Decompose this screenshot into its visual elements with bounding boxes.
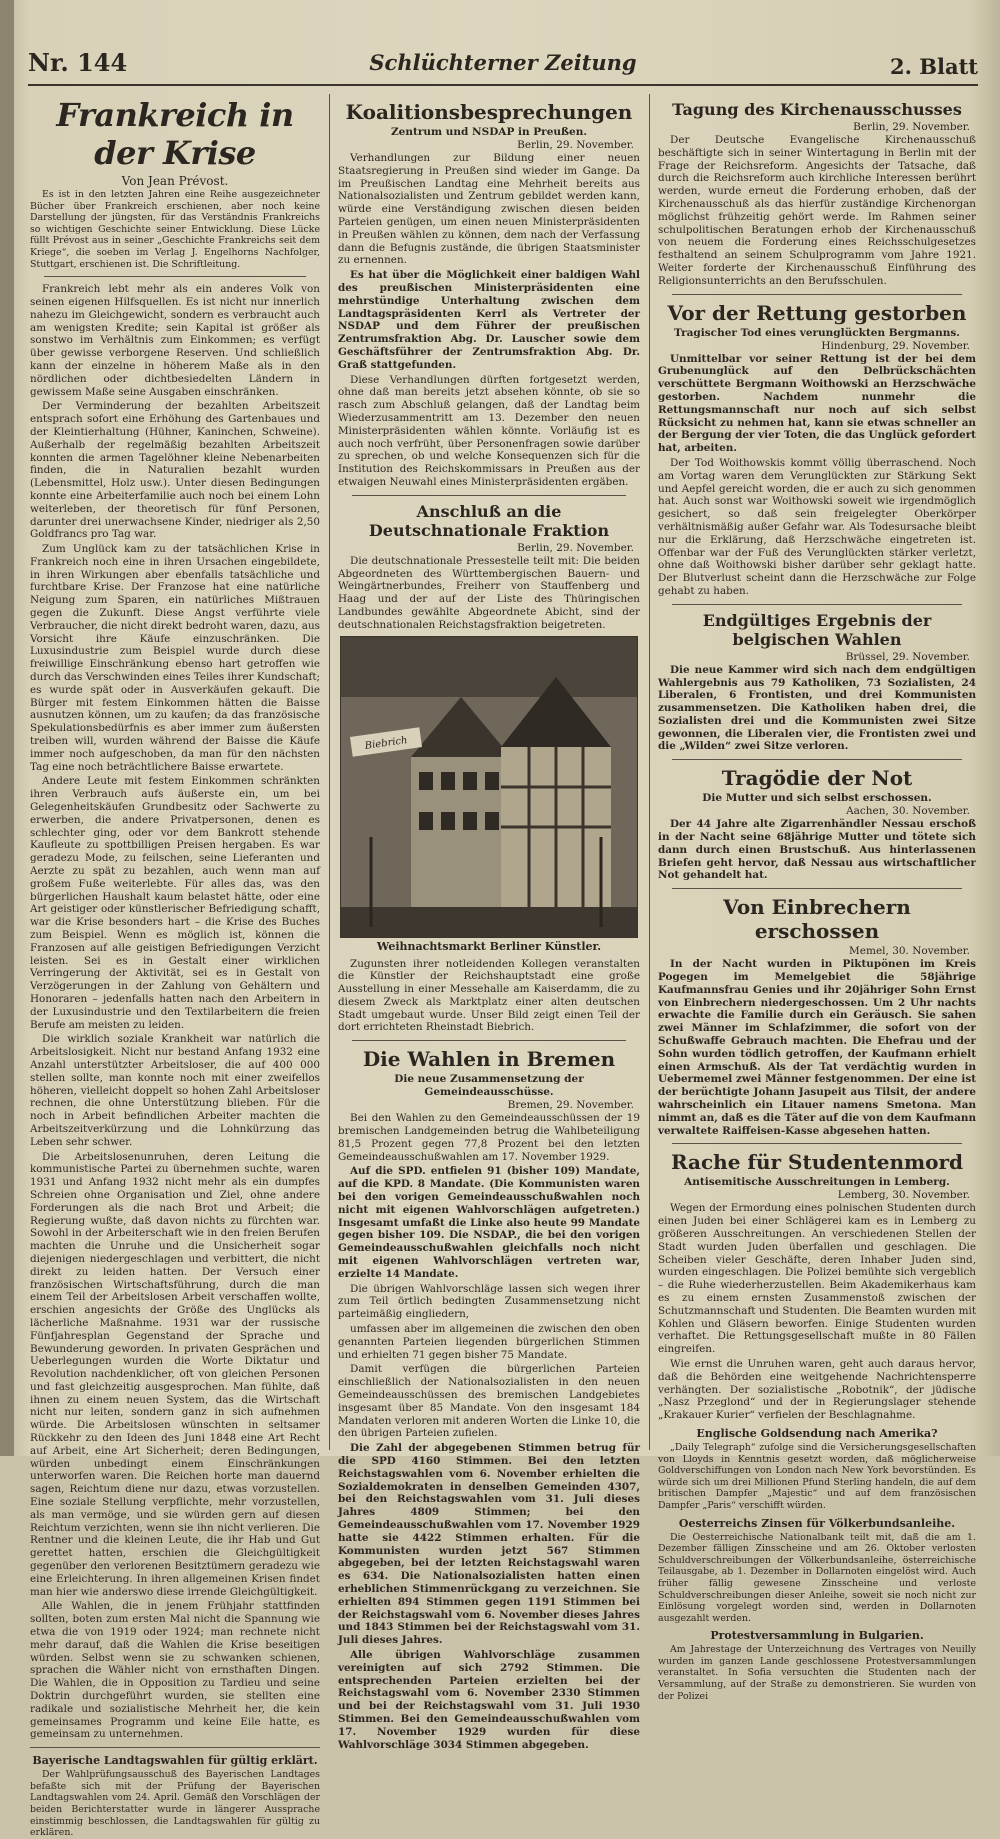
article-paragraph: Diese Verhandlungen dürften fortgesetzt werden, ohne daß man bereits jetzt absehen könnte, ob sie so rasch zum Abschluß gelangen, daß der Landtag beim Wiederzusammentritt am 13. Dezember den neuen Ministerpräsidenten wählen könnte. Vorläufig ist es auch noch verfrüht, über Personenfragen sowie darüber zu sprechen, ob und welche Konsequenzen sich für die Institution des Reichskommissars in Preußen aus der etwaigen Neuwahl eines Ministerpräsidenten ergäben. bbox=[338, 373, 640, 488]
article-paragraph: Am Jahrestage der Unterzeichnung des Vertrages von Neuilly wurden im ganzen Lande geschlossene Protestversammlungen veranstaltet. In Sofia versuchten die Studenten nach der Versammlung, auf der Straße zu demonstrieren. Sie wurden von der Polizei bbox=[658, 1644, 976, 1702]
binding-fold bbox=[0, 0, 14, 1456]
market-houses-image bbox=[341, 637, 637, 937]
subheadline: Antisemitische Ausschreitungen in Lemberg. bbox=[684, 1176, 950, 1189]
sheet-number: 2. Blatt bbox=[890, 54, 978, 79]
headline-deutschnational: Anschluß an die Deutschnationale Fraktion bbox=[368, 501, 610, 540]
article-paragraph: Die deutschnationale Pressestelle teilt mit: Die beiden Abgeordneten des Württembergischen Bauern- und Weingärtnerbundes, Freiherr von Stauffenberg und Haag und der auf der Liste des Thüringischen Landbundes gewählte Abgeordnete Abicht, sind der deutschnationalen Reichstagsfraktion beigetreten. bbox=[338, 554, 640, 631]
article-paragraph: Damit verfügen die bürgerlichen Parteien einschließlich der Nationalsozialisten in den neuen Gemeindeausschüssen des bremischen Landgebietes insgesamt über 85 Mandate. Von den insgesamt 184 Mandaten verloren mit anderen Worten die Linke 10, die den übrigen Parteien zufielen. bbox=[338, 1363, 640, 1440]
article-paragraph: Der Wahlprüfungsausschuß des Bayerischen Landtages befaßte sich mit der Prüfung der Bayerischen Landtagswahlen vom 24. April. Gemäß den Vorschlägen der beiden Berichterstatter wurde in längerer Aussprache einstimmig beschlossen, die Landtagswahlen für gültig zu erklären. bbox=[30, 1769, 320, 1839]
headline-belgien: Endgültiges Ergebnis der belgischen Wahlen bbox=[702, 610, 932, 649]
article-paragraph: Frankreich lebt mehr als ein anderes Volk von seinen eigenen Hilfsquellen. Es ist nicht nur innerlich nahezu im Gleichgewicht, sondern es verbraucht auch am wenigsten Kredite; sein Kapital ist größer als sonstwo im Verhältnis zum Einkommen; es verfügt über gewisse verborgene Reserven. Und schließlich kann der einzelne in höherem Maße als in den nördlichen oder dichtbesiedelten Ländern in gewissem Maße seine Ausgaben einschränken. bbox=[30, 283, 320, 398]
article-paragraph: Der 44 Jahre alte Zigarrenhändler Nessau erschoß in der Nacht seine 68jährige Mutter und tötete sich dann durch einen Brustschuß. Aus hinterlassenen Briefen geht hervor, daß Nessau aus wirtschaftlicher Not gehandelt hat. bbox=[658, 818, 976, 882]
article-paragraph: In der Nacht wurden in Piktupönen im Kreis Pogegen im Memelgebiet die 58jährige Kaufmannsfrau Genies und ihr 20jähriger Sohn Ernst von Einbrechern niedergeschossen. Um 2 Uhr nachts erwachte die Familie durch ein Geräusch. Sie sahen zwei Männer im Schlafzimmer, die sofort von der Schußwaffe Gebrauch machten. Die Ehefrau und der Sohn wurden tödlich getroffen, der Kaufmann erhielt einen Armschuß. Als der Tat verdächtig wurden in Uebermemel zwei Männer festgenommen. Der eine ist der berüchtigte Johann Jasupeit aus Tilsit, der andere wahrscheinlich ein Litauer namens Smetona. Man nimmt an, daß es die Täter auf die von dem Kaufmann verwaltete Raiffeisen-Kasse abgesehen hatten. bbox=[658, 958, 977, 1137]
article-paragraph: Wie ernst die Unruhen waren, geht auch daraus hervor, daß die Behörden eine weitgehende Nachrichtensperre verhängten. Der sozialistische „Robotnik“, der jüdische „Nasz Przeglond“ und der in Regierungslager stehende „Krakauer Kurier“ verfielen der Beschlagnahme. bbox=[658, 1357, 976, 1422]
byline: Von Jean Prévost. bbox=[121, 174, 229, 188]
article-paragraph: Die Arbeitslosenunruhen, deren Leitung die kommunistische Partei zu übernehmen suchte, waren 1931 und Anfang 1932 nicht mehr als ein dumpfes Schreien ohne Organisation und Ziel, ohne andere Forderungen als die nach Brot und Arbeit; die Regierung wußte, daß davon nichts zu fürchten war. Sowohl in der Arbeiterschaft wie in den freien Berufen machten die Unruhe und die Unsicherheit sogar diejenigen niedergeschlagen und verbittert, die nicht direkt zu leiden hatten. Der Versuch einer französischen Wirtschaftsführung, durch die man einem Teil der Arbeitslosen Arbeit verschaffen wollte, erschien angesichts der Größe des Unglücks als lächerliche Maßnahme. 1931 war der russische Fünfjahresplan Gegenstand der Sprache und Bewunderung geworden. In privaten Gesprächen und Ueberlegungen wurden die Worte Diktatur und Revolution nachdenklicher, oft von gleichen Personen und fast gleichzeitig ausgesprochen. Man fühlte, daß ihnen zu einem neuen System, das die Wirtschaft nicht nur leiten, sondern ganz in sich aufnehmen würde. Die Arbeitslosen wünschten in seltsamer Rückkehr zu den Ideen des Juni 1848 eine Art Recht auf Arbeit, eine Art Sicherheit; deren Bedingungen, würden unbedingt einem Einschränkungen unterworfen waren. Die Reichen horte man dauernd sagen, Reichtum diene nur dazu, etwas vorzustellen. Eine soziale Stellung verpflichte, mehr vorzustellen, als man vermöge, und sie würden gern auf diesen Reichtum verzichten, wenn sie ihn nicht verlieren. Die Rentner und die kleinen Leute, die ihr Hab und Gut gerettet hatten, erschien die Gleichgültigkeit gegenüber den verlorenen Besitztümern geradezu wie eine Erleichterung. In ihren allgemeinen Krisen findet man hier wie anderswo diese irrende Gleichgültigkeit. bbox=[30, 1150, 320, 1598]
headline-kirchenausschuss: Tagung des Kirchenausschusses bbox=[672, 100, 962, 119]
headline-goldsendung: Englische Goldsendung nach Amerika? bbox=[696, 1426, 938, 1440]
column-2 bbox=[338, 94, 640, 1751]
separator bbox=[672, 759, 962, 760]
photo-text: Zugunsten ihrer notleidenden Kollegen veranstalten die Künstler der Reichshauptstadt eine große Ausstellung in einer Messehalle am Kaiserdamm, die zu diesem Zweck als Marktplatz einer alten deutschen Stadt umgebaut wurde. Unser Bild zeigt einen Teil der dort errichteten Rheinstadt Biebrich. bbox=[338, 957, 640, 1034]
shop-sign: Biebrich bbox=[364, 734, 409, 752]
article-paragraph: umfassen aber im allgemeinen die zwischen den oben genannten Parteien liegenden bürgerlichen Stimmen und erhielten 71 gegen bisher 75 Mandate. bbox=[338, 1323, 640, 1361]
separator bbox=[672, 604, 962, 605]
article-paragraph: Die neue Kammer wird sich nach dem endgültigen Wahlergebnis aus 79 Katholiken, 73 Sozialisten, 24 Liberalen, 6 Frontisten, und drei Kommunisten zusammensetzen. Die Katholiken haben drei, die Sozialisten drei und die Kommunisten zwei Sitze gewonnen, die Liberalen vier, die Frontisten zwei und die „Wilden“ zwei Sitze verloren. bbox=[658, 663, 976, 753]
weihnachtsmarkt-photo bbox=[340, 636, 638, 938]
article-paragraph: Alle Wahlen, die in jenem Frühjahr stattfinden sollten, boten zum ersten Mal nicht die Spannung wie etwa die von 1919 oder 1924; man rechnete nicht mehr darauf, daß die Wahlen die Krise beseitigen würden. Selbst wenn sie zu schwanken schienen, sprachen die Wähler nicht von ernsthaften Dingen. Die Wahlen, die in Opposition zu Tardieu und seine Doktrin durchgeführt wurden, sie stellten eine radikale und sozialistische Mehrheit her, die kein gemeinsames Programm und keine Eile hatte, es gemeinsam zu unternehmen. bbox=[30, 1600, 320, 1741]
subheadline: Tragischer Tod eines verunglückten Bergmanns. bbox=[674, 326, 960, 339]
newspaper-title: Schlüchterner Zeitung bbox=[369, 50, 637, 75]
subheadline: Die Mutter und sich selbst erschossen. bbox=[702, 792, 932, 805]
article-paragraph: Zum Unglück kam zu der tatsächlichen Krise in Frankreich noch eine in ihren Ursachen eingebildete, in ihren Wirkungen aber ebenfalls tatsächliche und furchtbare Krise. Der Franzose hat eine natürliche Neigung zum Sparen, ein natürliches Mißtrauen gegen die Zukunft. Diese Angst verführte viele Verbraucher, die nicht direkt bedroht waren, dazu, aus Vorsicht ihre Käufe einzuschränken. Die Luxusindustrie zum Beispiel wurde durch diese freiwillige Einschränkung ebenso hart getroffen wie durch das Verschwinden eines Teiles ihrer Kundschaft; es wurde spät oder in Ausverkäufen gekauft. Die Bürger mit festem Einkommen hätten die Baisse ausnutzen können, um zu kaufen; da das französische Spekulationsbedürfnis es aber immer zum äußersten treiben will, wurden während der Baisse die Käufe immer noch aufgeschoben, da man für den nächsten Tag eine noch beträchtlichere Baisse erwartete. bbox=[30, 543, 321, 773]
dateline: Berlin, 29. November. bbox=[517, 139, 634, 151]
masthead bbox=[28, 40, 978, 86]
article-paragraph: Unmittelbar vor seiner Rettung ist der bei dem Grubenunglück auf den Delbrückschächten verschüttete Bergmann Woithowski an Herzschwäche gestorben. Nachdem nunmehr die Rettungsmannschaft nur noch auf sich selbst Rücksicht zu nehmen hat, kann sie etwas schneller an der Bergung der vier Toten, die das Unglück gefordert hat, arbeiten. bbox=[658, 352, 976, 455]
article-paragraph: Die Zahl der abgegebenen Stimmen betrug für die SPD 4160 Stimmen. Bei den letzten Reichstagswahlen vom 6. November erhielten die Sozialdemokraten in denselben Gemeinden 4307, bei den Reichstagswahlen vom 31. Juli dieses Jahres 4809 Stimmen; bei den Gemeindeausschußwahlen vom 17. November 1929 hatte sie 4422 Stimmen erhalten. Für die Kommunisten wurden jetzt 567 Stimmen abgegeben, bei der letzten Reichstagswahl waren es 634. Die Nationalsozialisten hatten einen erheblichen Stimmenrückgang zu verzeichnen. Sie erhielten 894 Stimmen gegen 1191 Stimmen bei der Reichstagswahl vom 6. November dieses Jahres und 1843 Stimmen bei der Reichstagswahl vom 31. Juli dieses Jahres. bbox=[338, 1442, 640, 1647]
subheadline: Zentrum und NSDAP in Preußen. bbox=[391, 126, 587, 138]
headline-einbrecher: Von Einbrechern erschossen bbox=[723, 895, 911, 944]
article-paragraph: „Daily Telegraph“ zufolge sind die Versicherungsgesellschaften von Lloyds in Kenntnis gesetzt worden, daß möglicherweise Goldverschiffungen von London nach New York bevorstünden. Es würde sich um drei Millionen Pfund Sterling handeln, die auf dem britischen Dampfer „Majestic“ und auf dem französischen Dampfer „Paris“ verschifft würden. bbox=[658, 1441, 976, 1511]
article-paragraph: Der Tod Woithowskis kommt völlig überraschend. Noch am Vortag waren dem Verunglückten zur Stärkung Sekt und Aepfel gereicht worden, die er auch zu sich genommen hat. Auch sonst war Woithowski soweit wie irgendmöglich gesichert, so daß sein freigelegter Oberkörper verhältnismäßig außer Gefahr war. Als Todesursache bleibt nur die Erklärung, daß Herzschwäche eingetreten ist. Offenbar war der Fuß des Verunglückten stärker verletzt, ohne daß Woithowski bisher darüber sehr geklagt hatte. Der Blutverlust scheint dann die Herzschwäche zur Folge gehabt zu haben. bbox=[658, 456, 976, 597]
headline-studentenmord: Rache für Studentenmord bbox=[670, 1150, 964, 1175]
headline-oesterreich: Oesterreichs Zinsen für Völkerbundsanleihe. bbox=[678, 1516, 956, 1530]
article-paragraph: Die Oesterreichische Nationalbank teilt mit, daß die am 1. Dezember fälligen Zinsscheine und am 26. Oktober verlosten Schuldverschreibungen der Völkerbundsanleihe, österreichische Teilausgabe, ab 1. Dezember in Dollarnoten eingelöst wird. Auch früher fällig gewesene Zinsscheine und verloste Schuldverschreibungen dieser Anleihe, soweit sie noch nicht zur Einlösung vorgelegt worden sind, werden in Dollarnoten ausgezahlt werden. bbox=[658, 1531, 976, 1624]
column-3 bbox=[658, 94, 977, 1702]
column-1 bbox=[30, 94, 321, 1839]
column-divider bbox=[329, 94, 330, 1450]
subheadline: Die neue Zusammensetzung der Gemeindeausschüsse. bbox=[394, 1073, 584, 1099]
article-paragraph: Die wirklich soziale Krankheit war natürlich die Arbeitslosigkeit. Nicht nur bestand Anfang 1932 eine Anzahl unterstützter Arbeitsloser, die auf 400 000 stellen sollte, man konnte noch mit einer zweifellos höheren, vielleicht doppelt so hohen Zahl Arbeitsloser rechnen, die ohne Unterstützung blieben. Für die noch in Arbeit befindlichen Arbeiter machten die Arbeitszeitverkürzung und die Lohnkürzung das Leben sehr schwer. bbox=[30, 1033, 320, 1148]
article-paragraph: Auf die SPD. entfielen 91 (bisher 109) Mandate, auf die KPD. 8 Mandate. (Die Kommunisten waren bei den vorigen Gemeindeausschußwahlen noch nicht mit eigenen Wahlvorschlägen aufgetreten.) Insgesamt umfaßt die Linke also heute 99 Mandate gegen bisher 109. Die NSDAP., die bei den vorigen Gemeindeausschußwahlen gleichfalls noch nicht mit eigenen Wahlvorschlägen vertreten war, erzielte 14 Mandate. bbox=[338, 1165, 640, 1280]
article-paragraph: Bei den Wahlen zu den Gemeindeausschüssen der 19 bremischen Landgemeinden betrug die Wahlbeteiligung 81,5 Prozent gegen 77,8 Prozent bei den letzten Gemeindeausschußwahlen am 17. November 1929. bbox=[338, 1112, 640, 1163]
headline-frankreich: Frankreich in der Krise bbox=[56, 96, 294, 172]
column-divider bbox=[649, 94, 650, 1450]
separator bbox=[30, 1747, 320, 1748]
dateline: Lemberg, 30. November. bbox=[837, 1189, 970, 1202]
issue-number: Nr. 144 bbox=[28, 48, 128, 77]
dateline: Memel, 30. November. bbox=[849, 945, 970, 958]
separator bbox=[672, 294, 962, 295]
dateline: Bremen, 29. November. bbox=[507, 1099, 634, 1112]
article-paragraph: Wegen der Ermordung eines polnischen Studenten durch einen Juden bei einer Schlägerei kam es in Lemberg zu größeren Ausschreitungen. An verschiedenen Stellen der Stadt wurden Juden überfallen und geschlagen. Die Scheiben vieler Geschäfte, deren Inhaber Juden sind, wurden eingeschlagen. Die Polizei bemühte sich vergeblich – die Ruhe wiederherzustellen. Beim Akademikerhaus kam es zu einem ernsten Zusammenstoß zwischen der Schutzmannschaft und Studenten. Die Beamten wurden mit Kohlen und Gläsern beworfen. Einige Studenten wurden verhaftet. Die Rettungsgesellschaft mußte in 80 Fällen eingreifen. bbox=[658, 1202, 976, 1356]
editor-intro: Es ist in den letzten Jahren eine Reihe ausgezeichneter Bücher über Frankreich erschienen, aber noch keine Darstellung der jüngsten, für das Verständnis Frankreichs so wichtigen Geschichte seiner Entwicklung. Diese Lücke füllt Prévost aus in seiner „Geschichte Frankreichs seit dem Kriege“, die soeben im Verlag J. Engelhorns Nachfolger, Stuttgart, erschienen ist. Die Schriftleitung. bbox=[30, 189, 320, 270]
separator bbox=[672, 888, 962, 889]
article-paragraph: Andere Leute mit festem Einkommen schränkten ihren Verbrauch aufs äußerste ein, um bei Gelegenheitskäufen Grundbesitz oder Sachwerte zu erwerben, die andere Privatpersonen, denen es schlechter ging, oder vor dem Bankrott stehende Kaufleute zu spottbilligen Preisen hergaben. Es war geradezu Mode, zu feilschen, seine Lieferanten und Aerzte zu spät zu bezahlen, auch wenn man auf großem Fuße weiterlebte. Für alles das, was den bürgerlichen Haushalt kaum belastet hätte, oder eine Art geistiger oder künstlerischer Befriedigung schafft, war die Krise besonders hart – die Krise des Buches zum Beispiel. Wenn es möglich ist, können die Franzosen auf alle geistigen Befriedigungen Verzicht leisten. Sei es in Gestalt einer wirklichen Verringerung der Aktivität, sei es in Gestalt von Verzögerungen in der Zahlung von Gehältern und Honoraren – jedenfalls hatten nach den Arbeitern in der Luxusindustrie und den Textilarbeitern die freien Berufe am meisten zu leiden. bbox=[30, 775, 320, 1031]
article-paragraph: Alle übrigen Wahlvorschläge zusammen vereinigten auf sich 2792 Stimmen. Die entsprechenden Parteien erzielten bei der Reichstagswahl vom 6. November 2330 Stimmen und bei der Reichstagswahl vom 31. Juli 1930 Stimmen. Bei den Gemeindeausschußwahlen vom 17. November 1929 wurden für diese Wahlvorschläge 3034 Stimmen abgegeben. bbox=[338, 1648, 640, 1751]
separator bbox=[672, 1143, 962, 1144]
dateline: Berlin, 29. November. bbox=[517, 541, 634, 554]
headline-koalition: Koalitionsbesprechungen bbox=[345, 100, 633, 124]
article-paragraph: Der Deutsche Evangelische Kirchenausschuß beschäftigte sich in seiner Wintertagung in Berlin mit der Frage der Reichsreform. Angesichts der Tatsache, daß durch die Reichsreform auch kirchliche Interessen berührt werden, wurde erneut die Forderung erhoben, daß der Kirchenausschuß als das hierfür zuständige Kirchenorgan möglichst frühzeitig gehört werde. Im Rahmen seiner schulpolitischen Beratungen erhob der Kirchenausschuß von neuem die Forderung eines Reichsschulgesetzes festhaltend an seinem Schulprogramm vom Jahre 1921. Weiter forderte der Kirchenausschuß Einführung des Religionsunterrichts an den Berufsschulen. bbox=[658, 134, 976, 287]
dateline: Berlin, 29. November. bbox=[853, 121, 970, 133]
headline-bremen: Die Wahlen in Bremen bbox=[362, 1047, 616, 1072]
headline-rettung: Vor der Rettung gestorben bbox=[667, 300, 967, 325]
headline-tragoedie: Tragödie der Not bbox=[721, 766, 913, 791]
separator bbox=[352, 495, 626, 496]
dateline: Hindenburg, 29. November. bbox=[821, 339, 970, 352]
article-paragraph: Der Verminderung der bezahlten Arbeitszeit entsprach sofort eine Erhöhung des Gartenbaues und der Kleintierhaltung (Hühner, Kaninchen, Schweine). Außerhalb der regelmäßig bezahlten Arbeitszeit konnten die armen Tagelöhner kleine Nebenarbeiten finden, die in Naturalien bezahlt wurden (Lebensmittel, Holz usw.). Unter diesen Bedingungen konnte eine Arbeiterfamilie auch noch bei einem Lohn weiterleben, der theoretisch für fünf Personen, darunter drei unerwachsene Kinder, niedriger als 2,50 Goldfrancs pro Tag war. bbox=[30, 400, 320, 541]
separator bbox=[44, 276, 306, 277]
article-paragraph: Verhandlungen zur Bildung einer neuen Staatsregierung in Preußen sind wieder im Gange. Da im Preußischen Landtag eine Mehrheit bereits aus Nationalsozialisten und Zentrum gebildet werden kann, würde eine Verständigung zwischen diesen beiden Parteien genügen, um einen neuen Ministerpräsidenten in Preußen wählen zu können, dem nach der Verfassung dann die Befugnis zustände, die übrigen Staatsminister zu ernennen. bbox=[338, 152, 640, 267]
article-paragraph: Die übrigen Wahlvorschläge lassen sich wegen ihrer zum Teil örtlich bedingten Zusammensetzung nicht parteimäßig eingliedern, bbox=[338, 1282, 640, 1321]
separator bbox=[352, 1040, 626, 1041]
dateline: Brüssel, 29. November. bbox=[845, 650, 970, 663]
article-paragraph: Es hat über die Möglichkeit einer baldigen Wahl des preußischen Ministerpräsidenten eine mehrstündige Unterhaltung zwischen dem Landtagspräsidenten Kerrl als Vertreter der NSDAP und dem Führer der preußischen Zentrumsfraktion Abg. Dr. Lauscher sowie dem Geschäftsführer der Zentrumsfraktion Abg. Dr. Graß stattgefunden. bbox=[338, 269, 640, 371]
headline-bayern: Bayerische Landtagswahlen für gültig erklärt. bbox=[32, 1754, 318, 1768]
photo-caption: Weihnachtsmarkt Berliner Künstler. bbox=[376, 939, 602, 953]
dateline: Aachen, 30. November. bbox=[846, 805, 970, 818]
headline-bulgarien: Protestversammlung in Bulgarien. bbox=[710, 1629, 924, 1643]
